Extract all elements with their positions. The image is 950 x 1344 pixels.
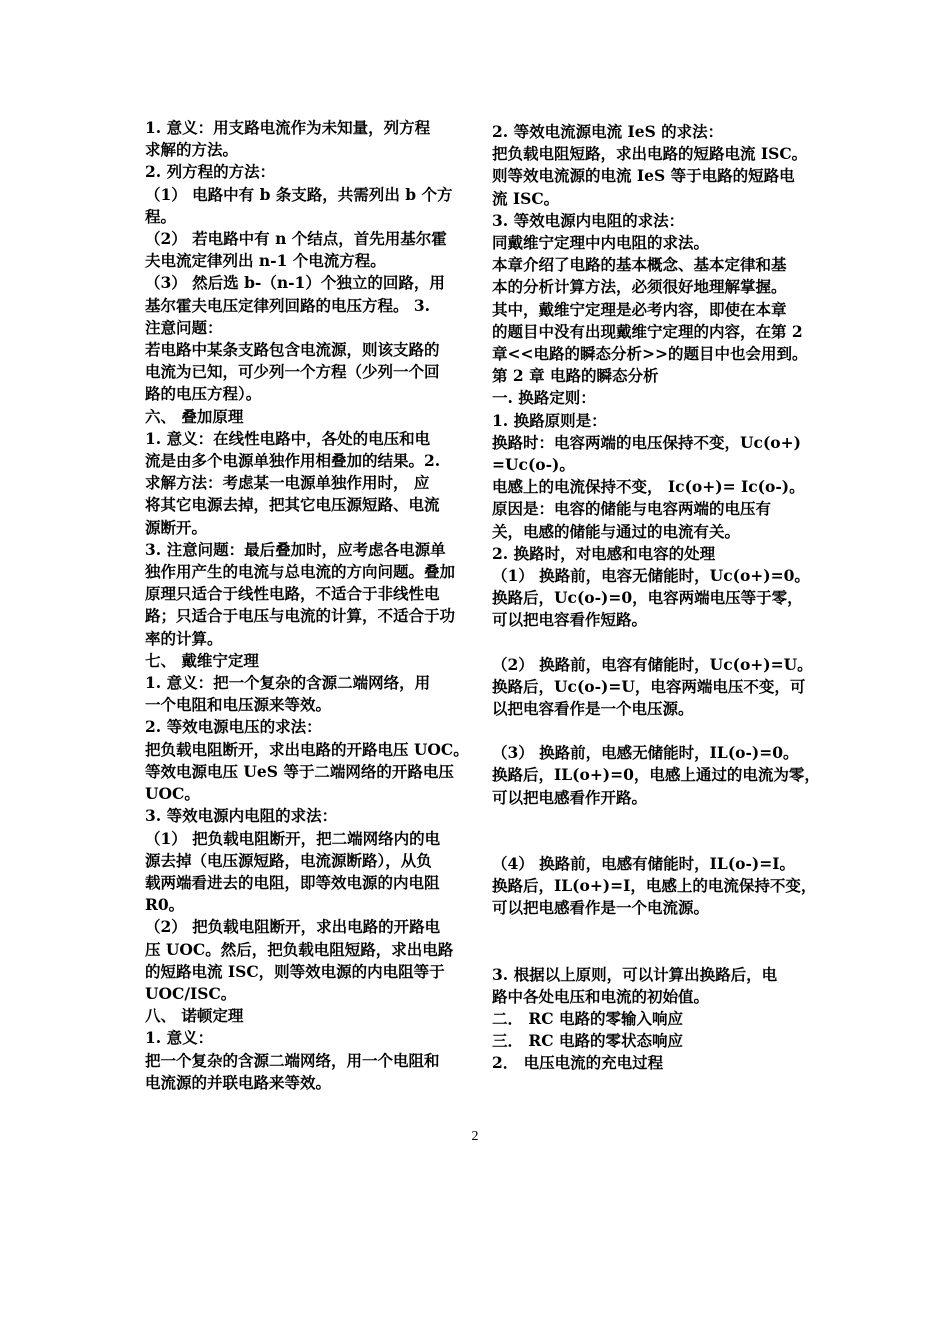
text-line: 路中各处电压和电流的初始值。	[492, 986, 710, 1006]
text-line: 3. 等效电源内电阻的求法：	[492, 210, 685, 230]
text-line: （3） 换路前，电感无储能时，IL(o-)=0。	[492, 743, 799, 763]
right-block-5	[492, 964, 822, 1075]
text-line: 的短路电流 ISC，则等效电源的内电阻等于	[145, 961, 445, 981]
text-line: 夫电流定律列出 n-1 个电流方程。	[145, 251, 386, 271]
text-line: 压 UOC。然后，把负载电阻短路，求出电路	[145, 939, 454, 959]
text-line: 的题目中没有出现戴维宁定理的内容，在第 2	[492, 321, 803, 341]
text-line: 流 ISC。	[492, 188, 560, 208]
text-line: 一个电阻和电压源来等效。	[145, 695, 332, 715]
text-line: 率的计算。	[145, 628, 223, 648]
right-block-2	[492, 654, 822, 721]
text-line: 独作用产生的电流与总电流的方向问题。叠加	[145, 562, 456, 582]
text-line: 2. 换路时，对电感和电容的处理	[492, 543, 716, 563]
text-line: 路的电压方程）。	[145, 384, 262, 404]
text-line: 八、 诺顿定理	[145, 1006, 244, 1026]
page-number: 2	[471, 1129, 479, 1144]
text-line: 把负载电阻断开，求出电路的开路电压 UOC。	[145, 739, 469, 759]
right-block-4	[492, 853, 822, 920]
spacer	[492, 809, 822, 853]
text-line: 2． 电压电流的充电过程	[492, 1053, 664, 1073]
text-line: 一. 换路定则：	[492, 388, 596, 408]
text-line: 2. 等效电源电压的求法：	[145, 717, 322, 737]
text-line: 把一个复杂的含源二端网络，用一个电阻和	[145, 1050, 440, 1070]
right-block-1	[492, 121, 822, 632]
text-line: 电流为已知，可少列一个方程（少列一个回	[145, 362, 440, 382]
text-line: UOC/ISC。	[145, 983, 237, 1003]
spacer	[492, 632, 822, 654]
text-line: 3. 根据以上原则，可以计算出换路后，电	[492, 964, 778, 984]
text-line: （2） 把负载电阻断开，求出电路的开路电	[145, 917, 441, 937]
text-line: 换路时：电容两端的电压保持不变，Uc(o+)	[492, 432, 801, 452]
text-line: 电流源的并联电路来等效。	[145, 1072, 332, 1092]
text-line: 电感上的电流保持不变， Ic(o+)= Ic(o-)。	[492, 477, 805, 497]
text-line: 三． RC 电路的零状态响应	[492, 1031, 684, 1051]
text-line: 七、 戴维宁定理	[145, 650, 259, 670]
text-line: 求解方法：考虑某一电源单独作用时， 应	[145, 473, 430, 493]
text-line: 本章介绍了电路的基本概念、基本定律和基	[492, 255, 787, 275]
text-line: （1） 换路前，电容无储能时，Uc(o+)=0。	[492, 566, 810, 586]
text-line: 换路后，IL(o+)=I，电感上的电流保持不变，	[492, 876, 817, 896]
text-line: 1. 意义：	[145, 1028, 214, 1048]
text-line: （2） 若电路中有 n 个结点，首先用基尔霍	[145, 229, 447, 249]
text-line: 原理只适合于线性电路，不适合于非线性电	[145, 584, 440, 604]
text-line: 基尔霍夫电压定律列回路的电压方程。 3.	[145, 295, 431, 315]
text-line: 源去掉（电压源短路，电流源断路），从负	[145, 850, 432, 870]
text-line: 章<<电路的瞬态分析>>的题目中也会用到。	[492, 344, 808, 364]
text-line: UOC。	[145, 784, 200, 804]
text-line: 以把电容看作是一个电压源。	[492, 699, 694, 719]
text-line: R0。	[145, 895, 185, 915]
text-line: 流是由多个电源单独作用相叠加的结果。2.	[145, 451, 441, 471]
right-block-3	[492, 742, 822, 809]
text-line: 源断开。	[145, 517, 208, 537]
text-line: （3） 然后选 b-（n-1）个独立的回路，用	[145, 273, 445, 293]
text-line: （4） 换路前，电感有储能时，IL(o-)=I。	[492, 853, 796, 873]
text-line: 把负载电阻短路，求出电路的短路电流 ISC。	[492, 144, 808, 164]
text-line: 本的分析计算方法，必须很好地理解掌握。	[492, 277, 787, 297]
text-line: 换路后，IL(o+)=0，电感上通过的电流为零，	[492, 765, 820, 785]
text-line: =Uc(o-)。	[492, 455, 575, 475]
text-line: 关，电感的储能与通过的电流有关。	[492, 521, 741, 541]
text-line: 第 2 章 电路的瞬态分析	[492, 366, 659, 386]
text-line: （2） 换路前，电容有储能时，Uc(o+)=U。	[492, 654, 813, 674]
text-line: 2. 列方程的方法：	[145, 162, 276, 182]
text-line: 换路后，Uc(o-)=U，电容两端电压不变，可	[492, 676, 806, 696]
text-line: 可以把电感看作是一个电流源。	[492, 898, 710, 918]
text-line: 六、 叠加原理	[145, 406, 244, 426]
left-text-column	[145, 117, 467, 1094]
text-line: 载两端看进去的电阻，即等效电源的内电阻	[145, 872, 440, 892]
text-line: 程。	[145, 206, 177, 226]
text-line: 若电路中某条支路包含电流源，则该支路的	[145, 340, 440, 360]
text-line: 二． RC 电路的零输入响应	[492, 1008, 684, 1028]
text-line: 3. 等效电源内电阻的求法：	[145, 806, 338, 826]
spacer	[492, 920, 822, 964]
text-line: 路；只适合于电压与电流的计算，不适合于功	[145, 606, 456, 626]
text-line: 可以把电容看作短路。	[492, 610, 648, 630]
text-line: 注意问题：	[145, 317, 223, 337]
text-line: 其中，戴维宁定理是必考内容，即使在本章	[492, 299, 787, 319]
text-line: 将其它电源去掉，把其它电压源短路、电流	[145, 495, 440, 515]
text-line: 1. 意义：把一个复杂的含源二端网络，用	[145, 673, 431, 693]
spacer	[492, 720, 822, 742]
text-line: 1. 换路原则是：	[492, 410, 607, 430]
text-line: 3. 注意问题：最后叠加时，应考虑各电源单	[145, 539, 446, 559]
text-line: 换路后，Uc(o-)=0，电容两端电压等于零，	[492, 588, 803, 608]
text-line: 1. 意义：用支路电流作为未知量，列方程	[145, 118, 431, 137]
text-line: 求解的方法。	[145, 140, 239, 160]
text-line: 则等效电流源的电流 IeS 等于电路的短路电	[492, 166, 795, 186]
text-line: （1） 把负载电阻断开，把二端网络内的电	[145, 828, 441, 848]
text-line: 2. 等效电流源电流 IeS 的求法：	[492, 122, 724, 141]
text-line: 1. 意义：在线性电路中，各处的电压和电	[145, 428, 431, 448]
right-text-column	[492, 121, 822, 1075]
text-line: 原因是：电容的储能与电容两端的电压有	[492, 499, 772, 519]
text-line: 可以把电感看作开路。	[492, 787, 648, 807]
text-line: 同戴维宁定理中内电阻的求法。	[492, 233, 710, 253]
text-line: （1） 电路中有 b 条支路，共需列出 b 个方	[145, 184, 453, 204]
text-line: 等效电源电压 UeS 等于二端网络的开路电压	[145, 761, 454, 781]
